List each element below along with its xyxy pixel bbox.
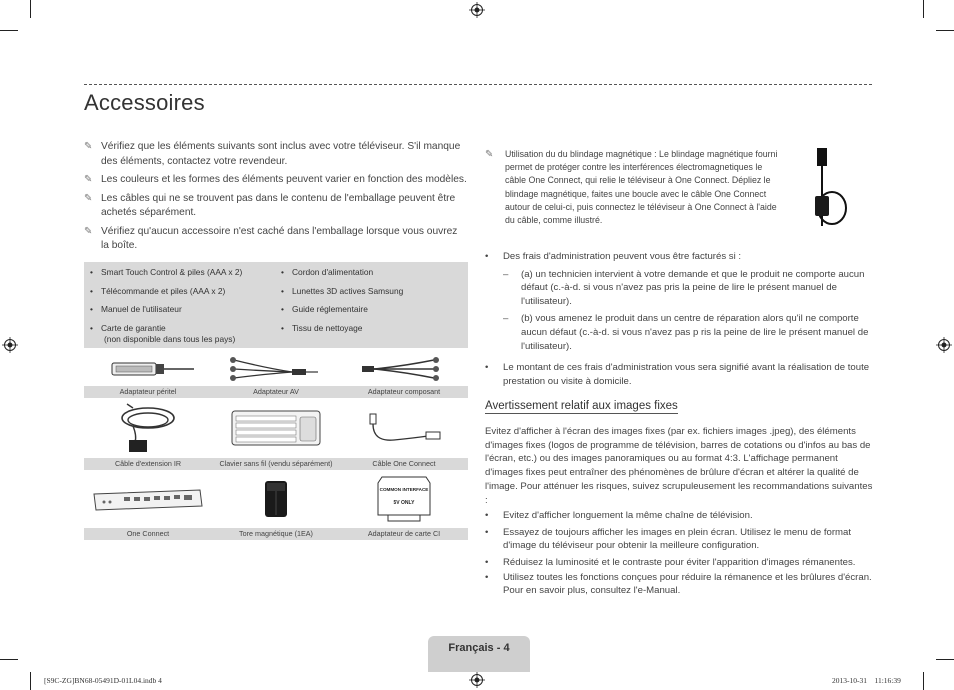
list-item: • Télécommande et piles (AAA x 2) (90, 285, 226, 296)
picture-row (84, 470, 468, 528)
caption: Adaptateur AV (253, 387, 299, 396)
one-connect-cable-image (340, 398, 468, 458)
list-item: • Guide réglementaire (281, 304, 368, 314)
ir-extension-cable-image (84, 398, 212, 458)
caption-row (84, 528, 468, 540)
paragraph: Evitez d'afficher à l'écran des images fixes (par ex. fichiers images .jpeg), des éléments d'images fixes (logos de programme de télévision, barres de cotations ou d'infos au bas de l'écran, etc.) ou des images panoramiques ou au format 4:3. L'affichage permanent d'images fixes peut entraîner des phénomènes de brûlure d'écran et altérer la qualité de l'image. Pour atténuer les risques, suivez scrupuleusement les recommandations suivantes : (485, 426, 873, 506)
ci-card-adapter-image (340, 470, 468, 528)
wireless-keyboard-image (212, 398, 340, 458)
page-title: Accessoires (84, 90, 205, 115)
list-item: • Cordon d'alimentation (281, 267, 374, 277)
note-item: ✎ Vérifiez que les éléments suivants sont inclus avec votre téléviseur. S'il manque des éléments, contactez votre revendeur. (84, 140, 468, 169)
picture-row (84, 352, 468, 386)
title-rule (84, 84, 872, 85)
fees-section (485, 250, 875, 388)
crop-mark (936, 659, 954, 660)
crop-mark (30, 672, 31, 690)
picture-row (84, 398, 468, 458)
list-item: • Tissu de nettoyage (281, 322, 363, 333)
accessories-box (84, 262, 468, 348)
list-item: • Smart Touch Control & piles (AAA x 2) (90, 267, 243, 277)
crop-mark (923, 672, 924, 690)
note-item: ✎ Vérifiez qu'aucun accessoire n'est caché dans l'emballage lorsque vous ouvrez la boîte. (84, 225, 468, 254)
caption: Adaptateur de carte CI (367, 529, 441, 538)
magnetic-core-image (212, 470, 340, 528)
component-adapter-image (340, 352, 468, 386)
crop-mark (936, 30, 954, 31)
list-item: • Evitez d'afficher longuement la même chaîne de télévision. (485, 510, 753, 522)
crop-mark (0, 30, 18, 31)
caption: Câble One Connect (372, 459, 436, 468)
list-item: • Utilisez toutes les fonctions conçues pour réduire la rémanence et les brûlures d'écran. Pour en savoir plus, consultez l'e-Manual. (485, 571, 872, 597)
note-item: ✎ Les couleurs et les formes des éléments peuvent varier en fonction des modèles. (84, 173, 468, 188)
registration-mark-icon (469, 672, 485, 688)
caption: Câble d'extension IR (114, 459, 182, 468)
registration-mark-icon (2, 337, 18, 353)
one-connect-box-image (84, 470, 212, 528)
pencil-note-icon: ✎ (84, 174, 93, 185)
list-item: • Lunettes 3D actives Samsung (281, 285, 404, 296)
magnetic-shield-illustration (806, 146, 856, 234)
magnetic-shield-note: ✎ Utilisation du du blindage magnétique : Le blindage magnétique fourni permet de protéger contre les interférences électromagnetiques le câble One Connect, qui relie le téléviseur à One Connect. Dépliez le blindage magnétique, faites une boucle avec le câble One Connect autour de celui-ci, puis connectez le téléviseur à One Connect à l'aide du câble, comme illustré. (485, 148, 785, 227)
caption-row (84, 458, 468, 470)
caption: Clavier sans fil (vendu séparément) (219, 459, 333, 468)
pencil-note-icon: ✎ (84, 141, 93, 152)
registration-mark-icon (469, 2, 485, 18)
list-item: • Des frais d'administration peuvent vous être facturés si : (485, 251, 742, 262)
caption: Tore magnétique (1EA) (239, 529, 313, 538)
caption: One Connect (126, 529, 170, 538)
crop-mark (30, 0, 31, 18)
print-slug: [S9C-ZG]BN68-05491D-01L04.indb 4 (44, 676, 162, 685)
av-adapter-image (212, 352, 340, 386)
accessories-left-column (90, 267, 275, 352)
section-heading: Avertissement relatif aux images fixes (485, 400, 678, 412)
still-images-section (485, 425, 877, 598)
list-item: • Le montant de ces frais d'administration vous sera signifié avant la réalisation de toute prestation ou visite à domicile. (485, 362, 870, 387)
list-item: – (a) un technicien intervient à votre demande et que le produit ne comporte aucun défaut (c.-à-d. si vous n'avez pas pris la peine de lire le présent manuel de l'utilisateur). (503, 268, 865, 307)
list-item: • Essayez de toujours afficher les images en plein écran. Utilisez le menu de format d'image du téléviseur pour obtenir la meilleure configuration. (485, 526, 852, 552)
accessories-right-column (281, 267, 461, 341)
caption: Adaptateur composant (367, 387, 441, 396)
list-item: – (b) vous amenez le produit dans un centre de réparation alors qu'il ne comporte aucun défaut (c.-à-d. si vous n'avez pas p ris la peine de lire le présent manuel de l'utilisateur). (503, 313, 869, 352)
list-item: • Manuel de l'utilisateur (90, 304, 182, 314)
list-item: • Carte de garantie (non disponible dans tous les pays) (90, 322, 236, 344)
accessory-picture-grid (84, 352, 468, 540)
pencil-note-icon: ✎ (84, 192, 93, 204)
scart-adapter-image (84, 352, 212, 386)
ci-card-voltage: 5V ONLY (393, 500, 415, 506)
ci-card-label: COMMON INTERFACE (379, 487, 429, 492)
registration-mark-icon (936, 337, 952, 353)
crop-mark (0, 659, 18, 660)
caption-row (84, 386, 468, 398)
print-timestamp: 2013-10-31 11:16:39 (832, 676, 901, 685)
notes-list (84, 140, 468, 258)
list-item: • Réduisez la luminosité et le contraste pour éviter l'apparition d'images rémanentes. (485, 557, 856, 568)
page-number-tab: Français - 4 (428, 636, 530, 672)
crop-mark (923, 0, 924, 18)
note-item: ✎ Les câbles qui ne se trouvent pas dans le contenu de l'emballage peuvent être achetés séparément. (84, 192, 468, 221)
pencil-note-icon: ✎ (485, 149, 494, 160)
pencil-note-icon: ✎ (84, 225, 93, 237)
caption: Adaptateur péritel (119, 387, 177, 396)
